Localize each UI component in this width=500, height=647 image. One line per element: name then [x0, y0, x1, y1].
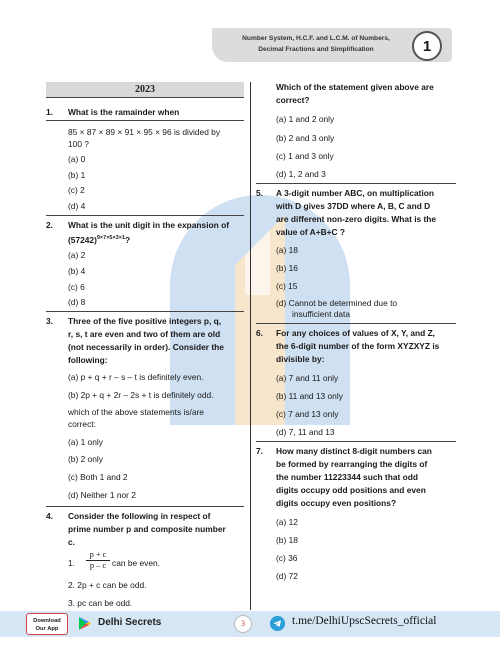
question-number: 1.	[46, 107, 53, 117]
question-text: Three of the five positive integers p, q,	[68, 316, 222, 326]
question-separator	[46, 311, 244, 312]
download-app-button[interactable]: Download Our App	[26, 613, 68, 635]
question-text: digits occupy odd positions and even	[276, 485, 426, 495]
statement: (b) 2p + q + 2r – 2s + t is definitely odd.	[68, 390, 214, 400]
chapter-number: 1	[412, 31, 442, 61]
option: (d) 72	[276, 571, 298, 581]
question-text: the 6-digit number of the form XYZXYZ is	[276, 341, 440, 351]
question-text: A 3-digit number ABC, on multiplication	[276, 188, 435, 198]
play-store-icon[interactable]	[78, 616, 92, 631]
question-text: (not necessarily in order). Consider the	[68, 342, 224, 352]
question-text: prime number p and composite number	[68, 524, 226, 534]
option: (a) 2	[68, 250, 86, 260]
option: (a) 18	[276, 245, 298, 255]
brand-name: Delhi Secrets	[98, 617, 162, 628]
fraction: p + c p – c	[86, 550, 110, 571]
question-separator	[46, 506, 244, 507]
question-text: Consider the following in respect of	[68, 511, 211, 521]
option: (c) 2	[68, 185, 85, 195]
option: (a) 1 only	[68, 437, 103, 447]
page-number: 3	[234, 615, 252, 633]
question-separator	[46, 215, 244, 216]
statement: 2. 2p + c can be odd.	[68, 580, 147, 590]
question-ask: which of the above statements is/are	[68, 407, 204, 417]
option: (a) 1 and 2 only	[276, 114, 335, 124]
question-expression: 85 × 87 × 89 × 91 × 95 × 96 is divided by	[68, 127, 221, 137]
question-number: 6.	[256, 328, 263, 338]
question-underline	[46, 120, 244, 121]
option-continued: insufficient data	[292, 309, 351, 319]
question-number: 3.	[46, 316, 53, 326]
option: (a) 12	[276, 517, 298, 527]
question-text: the number 11223344 such that odd	[276, 472, 418, 482]
option: (b) 1	[68, 170, 86, 180]
statement: 3. pc can be odd.	[68, 598, 133, 608]
question-text: What is the unit digit in the expansion of	[68, 220, 229, 230]
option: (d) 8	[68, 297, 86, 307]
option: (a) 7 and 11 only	[276, 373, 339, 383]
statement: (a) p + q + r – s – t is definitely even.	[68, 372, 204, 382]
question-text: following:	[68, 355, 108, 365]
question-number: 7.	[256, 446, 263, 456]
option: (d) 7, 11 and 13	[276, 427, 335, 437]
question-separator	[256, 183, 456, 184]
question-ask: correct:	[68, 419, 96, 429]
question-text: For any choices of values of X, Y, and Z,	[276, 328, 436, 338]
question-separator	[256, 323, 456, 324]
question-number: 4.	[46, 511, 53, 521]
option: (b) 11 and 13 only	[276, 391, 343, 401]
question-text: c.	[68, 537, 75, 547]
chapter-title: Number System, H.C.F. and L.C.M. of Numbers, Decimal Fractions and Simplification	[242, 35, 390, 53]
option: (c) 15	[276, 281, 298, 291]
question-number: 5.	[256, 188, 263, 198]
option: (d) Neither 1 nor 2	[68, 490, 136, 500]
question-text: are different non-zero digits. What is the	[276, 214, 437, 224]
question-number: 2.	[46, 220, 53, 230]
option: (c) 6	[68, 282, 85, 292]
question-text: r, s, t are even and two of them are old	[68, 329, 221, 339]
option: (a) 0	[68, 154, 86, 164]
option: (c) Both 1 and 2	[68, 472, 128, 482]
option: (b) 2 only	[68, 454, 103, 464]
question-text: with D gives 37DD where A, B, C and D	[276, 201, 431, 211]
question-text: How many distinct 8-digit numbers can	[276, 446, 432, 456]
statement-text: can be even.	[112, 558, 160, 568]
option: (b) 16	[276, 263, 298, 273]
option: (b) 4	[68, 266, 86, 276]
option: (b) 2 and 3 only	[276, 133, 335, 143]
option: (d) 4	[68, 201, 86, 211]
question-separator	[256, 441, 456, 442]
question-text: divisible by:	[276, 354, 325, 364]
question-text: What is the ramainder when	[68, 107, 180, 117]
question-text: digits occupy even positions?	[276, 498, 397, 508]
statement-number: 1.	[68, 558, 75, 568]
question-text: correct?	[276, 95, 310, 105]
question-text: $(57242)^{9\times 7\times 5\times 3\times 1}$?	[68, 234, 131, 245]
year-heading: 2023	[46, 82, 244, 98]
question-text: be formed by rearranging the digits of	[276, 459, 428, 469]
option: (b) 18	[276, 535, 298, 545]
question-text: value of A+B+C ?	[276, 227, 346, 237]
option: (c) 1 and 3 only	[276, 151, 334, 161]
option: (d) Cannot be determined due to	[276, 298, 398, 308]
option: (c) 7 and 13 only	[276, 409, 339, 419]
telegram-icon[interactable]	[270, 616, 285, 631]
telegram-link[interactable]: t.me/DelhiUpscSecrets_official	[292, 615, 437, 627]
question-text: Which of the statement given above are	[276, 82, 434, 92]
option: (c) 36	[276, 553, 298, 563]
question-expression: 100 ?	[68, 139, 89, 149]
option: (d) 1, 2 and 3	[276, 169, 326, 179]
column-divider	[250, 82, 251, 610]
